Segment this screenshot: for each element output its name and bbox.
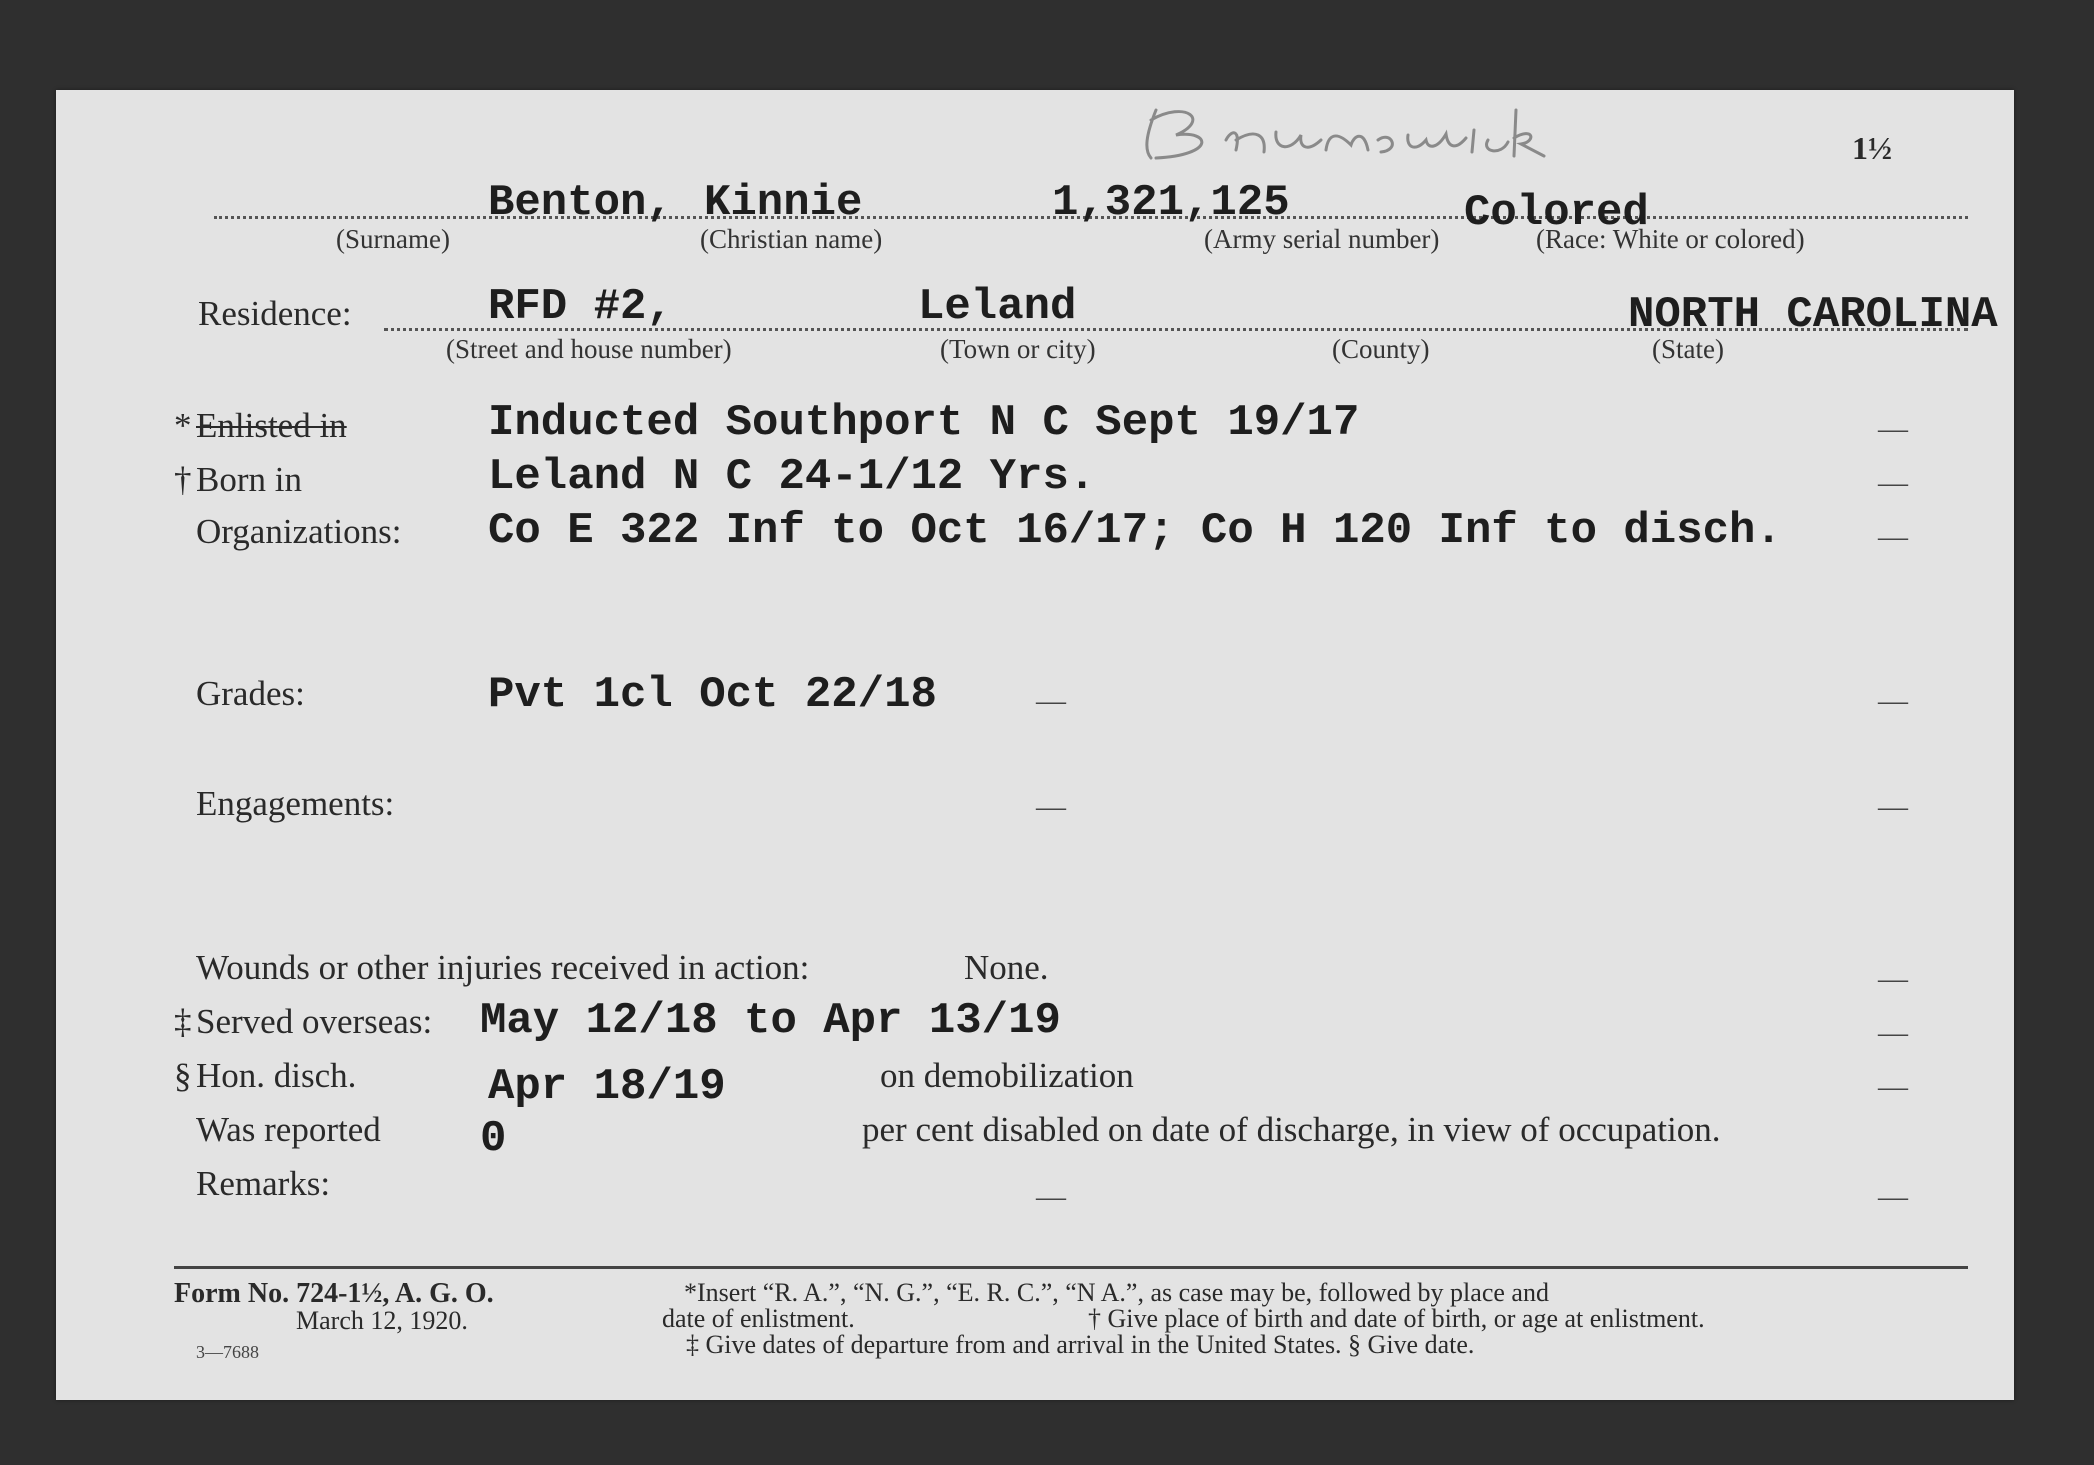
footnote-overseas: ‡ Give dates of departure from and arrival in the United States. § Give date.	[686, 1330, 1475, 1359]
engagements-label: Engagements:	[196, 784, 395, 823]
street-value: RFD #2,	[488, 282, 673, 332]
footnote-insert-cont: date of enlistment.	[662, 1304, 855, 1333]
town-caption: (Town or city)	[940, 334, 1096, 364]
engagements-dash: —	[1878, 790, 1908, 823]
enlisted-value: Inducted Southport N C Sept 19/17	[488, 398, 1360, 448]
overseas-mark: ‡	[174, 1002, 192, 1041]
remarks-dash: —	[1878, 1180, 1908, 1213]
surname-value: Benton,	[488, 178, 673, 228]
born-mark: †	[174, 460, 192, 499]
surname-caption: (Surname)	[336, 224, 450, 254]
footer-rule	[174, 1266, 1968, 1269]
grades-dash-mid: —	[1036, 684, 1066, 717]
enlisted-label: Enlisted in	[196, 406, 347, 445]
state-value: NORTH CAROLINA	[1628, 290, 1998, 340]
remarks-label: Remarks:	[196, 1164, 331, 1203]
overseas-value: May 12/18 to Apr 13/19	[480, 996, 1061, 1046]
grades-label: Grades:	[196, 674, 305, 713]
town-value: Leland	[918, 282, 1077, 332]
hon-disch-label: Hon. disch.	[196, 1056, 357, 1095]
serial-number-caption: (Army serial number)	[1204, 224, 1440, 254]
street-caption: (Street and house number)	[446, 334, 732, 364]
hon-disch-value: Apr 18/19	[488, 1062, 726, 1112]
overseas-dash: —	[1878, 1016, 1908, 1049]
handwritten-county-signature	[1116, 90, 1596, 170]
grades-value: Pvt 1cl Oct 22/18	[488, 670, 937, 720]
hon-disch-dash: —	[1878, 1070, 1908, 1103]
organizations-value: Co E 322 Inf to Oct 16/17; Co H 120 Inf to disch.	[488, 506, 1782, 556]
organizations-dash: —	[1878, 520, 1908, 553]
christian-name-value: Kinnie	[704, 178, 863, 228]
reported-label: Was reported	[196, 1110, 381, 1149]
born-value: Leland N C 24-1/12 Yrs.	[488, 452, 1096, 502]
form-number: Form No. 724-1½, A. G. O.	[174, 1278, 494, 1309]
serial-number-value: 1,321,125	[1052, 178, 1290, 228]
enlisted-mark: *	[174, 406, 192, 445]
service-card	[56, 90, 2014, 1400]
wounds-dash: —	[1878, 962, 1908, 995]
county-caption: (County)	[1332, 334, 1430, 364]
organizations-label: Organizations:	[196, 512, 402, 551]
reported-value: 0	[480, 1114, 507, 1164]
overseas-label: Served overseas:	[196, 1002, 433, 1041]
card-number: 1½	[1852, 130, 1892, 166]
state-caption: (State)	[1652, 334, 1724, 364]
wounds-value: None.	[964, 948, 1049, 987]
enlisted-dash: —	[1878, 412, 1908, 445]
residence-label: Residence:	[198, 294, 352, 333]
hon-disch-mark: §	[174, 1056, 192, 1095]
christian-name-caption: (Christian name)	[700, 224, 883, 254]
remarks-dash-mid: —	[1036, 1180, 1066, 1213]
race-value: Colored	[1464, 188, 1649, 238]
hon-disch-suffix: on demobilization	[880, 1056, 1134, 1095]
race-caption: (Race: White or colored)	[1536, 224, 1805, 254]
wounds-label: Wounds or other injuries received in action:	[196, 948, 810, 987]
grades-dash: —	[1878, 684, 1908, 717]
footnote-birth: † Give place of birth and date of birth, or age at enlistment.	[1088, 1304, 1705, 1333]
engagements-dash-mid: —	[1036, 790, 1066, 823]
form-date: March 12, 1920.	[296, 1306, 468, 1335]
reported-suffix: per cent disabled on date of discharge, in view of occupation.	[862, 1110, 1721, 1149]
footnote-insert: *Insert “R. A.”, “N. G.”, “E. R. C.”, “N A.”, as case may be, followed by place and	[684, 1278, 1549, 1307]
born-dash: —	[1878, 466, 1908, 499]
print-code: 3—7688	[196, 1342, 259, 1362]
born-label: Born in	[196, 460, 302, 499]
